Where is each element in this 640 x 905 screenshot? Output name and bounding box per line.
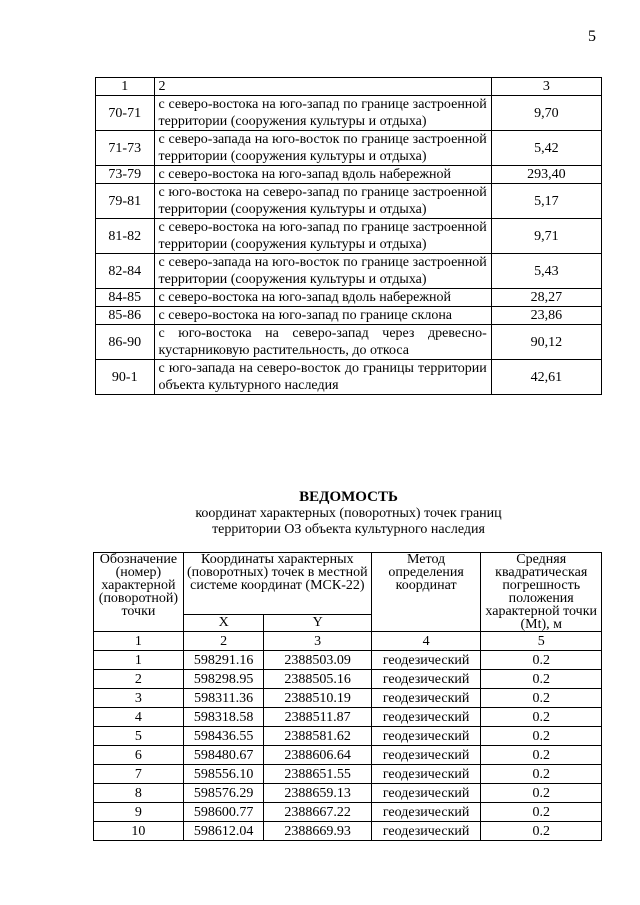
point-number-cell: 3	[94, 689, 184, 708]
description-cell: с юго-востока на северо-запад через древесно-кустарниковую растительность, до откоса	[154, 325, 491, 360]
y-coordinate-cell: 2388581.62	[264, 727, 371, 746]
description-cell: с северо-востока на юго-запад вдоль набережной	[154, 289, 491, 307]
method-cell: геодезический	[371, 689, 481, 708]
length-cell: 42,61	[491, 360, 601, 395]
col-error-header: Средняя квадратическая погрешность положения характерной точки (Mt), м	[481, 553, 602, 632]
statement-heading	[95, 489, 602, 538]
description-cell: с юго-востока на северо-запад по границе застроенной территории (сооружения культуры и отдыха)	[154, 184, 491, 219]
x-coordinate-cell: 598556.10	[183, 765, 264, 784]
segment-cell: 82-84	[96, 254, 155, 289]
col-method-header: Метод определения координат	[371, 553, 481, 632]
page-number: 5	[588, 28, 596, 45]
method-cell: геодезический	[371, 727, 481, 746]
x-coordinate-cell: 598576.29	[183, 784, 264, 803]
col-y-header: Y	[264, 615, 371, 632]
header-cell: 1	[96, 78, 155, 96]
x-coordinate-cell: 598298.95	[183, 670, 264, 689]
method-cell: геодезический	[371, 746, 481, 765]
segment-cell: 90-1	[96, 360, 155, 395]
table-row	[94, 651, 602, 670]
error-cell: 0.2	[481, 651, 602, 670]
header-cell: 2	[154, 78, 491, 96]
method-cell: геодезический	[371, 708, 481, 727]
point-number-cell: 10	[94, 822, 184, 841]
table-row	[96, 184, 602, 219]
column-numbering-row	[94, 632, 602, 651]
y-coordinate-cell: 2388510.19	[264, 689, 371, 708]
description-cell: с северо-востока на юго-запад по границе склона	[154, 307, 491, 325]
error-cell: 0.2	[481, 765, 602, 784]
length-cell: 9,71	[491, 219, 601, 254]
point-number-cell: 8	[94, 784, 184, 803]
method-cell: геодезический	[371, 803, 481, 822]
y-coordinate-cell: 2388667.22	[264, 803, 371, 822]
table-row	[96, 219, 602, 254]
segment-cell: 79-81	[96, 184, 155, 219]
description-cell: с юго-запада на северо-восток до границы территории объекта культурного наследия	[154, 360, 491, 395]
method-cell: геодезический	[371, 651, 481, 670]
y-coordinate-cell: 2388505.16	[264, 670, 371, 689]
point-number-cell: 2	[94, 670, 184, 689]
y-coordinate-cell: 2388669.93	[264, 822, 371, 841]
x-coordinate-cell: 598480.67	[183, 746, 264, 765]
point-number-cell: 1	[94, 651, 184, 670]
length-cell: 5,17	[491, 184, 601, 219]
numbering-cell: 5	[481, 632, 602, 651]
table-row	[96, 307, 602, 325]
method-cell: геодезический	[371, 822, 481, 841]
length-cell: 5,43	[491, 254, 601, 289]
point-number-cell: 4	[94, 708, 184, 727]
table-header-row	[96, 78, 602, 96]
table-row	[96, 96, 602, 131]
table-row	[94, 689, 602, 708]
length-cell: 5,42	[491, 131, 601, 166]
y-coordinate-cell: 2388651.55	[264, 765, 371, 784]
error-cell: 0.2	[481, 689, 602, 708]
error-cell: 0.2	[481, 670, 602, 689]
table-row	[96, 289, 602, 307]
table-row	[96, 131, 602, 166]
numbering-cell: 1	[94, 632, 184, 651]
numbering-cell: 2	[183, 632, 264, 651]
method-cell: геодезический	[371, 670, 481, 689]
segment-cell: 85-86	[96, 307, 155, 325]
error-cell: 0.2	[481, 803, 602, 822]
error-cell: 0.2	[481, 708, 602, 727]
description-cell: с северо-востока на юго-запад вдоль набережной	[154, 166, 491, 184]
segment-cell: 86-90	[96, 325, 155, 360]
table-row	[94, 803, 602, 822]
table-row	[94, 784, 602, 803]
table-row	[96, 166, 602, 184]
error-cell: 0.2	[481, 822, 602, 841]
col-coordinates-header: Координаты характерных (поворотных) точек в местной системе координат (МСК-22)	[183, 553, 371, 615]
length-cell: 293,40	[491, 166, 601, 184]
y-coordinate-cell: 2388606.64	[264, 746, 371, 765]
numbering-cell: 3	[264, 632, 371, 651]
y-coordinate-cell: 2388503.09	[264, 651, 371, 670]
description-cell: с северо-запада на юго-восток по границе застроенной территории (сооружения культуры и отдыха)	[154, 131, 491, 166]
statement-subtitle-line2: территории ОЗ объекта культурного наследия	[212, 522, 485, 537]
x-coordinate-cell: 598318.58	[183, 708, 264, 727]
description-cell: с северо-запада на юго-восток по границе застроенной территории (сооружения культуры и отдыха)	[154, 254, 491, 289]
y-coordinate-cell: 2388659.13	[264, 784, 371, 803]
point-number-cell: 9	[94, 803, 184, 822]
table-row	[94, 822, 602, 841]
x-coordinate-cell: 598291.16	[183, 651, 264, 670]
segment-cell: 70-71	[96, 96, 155, 131]
error-cell: 0.2	[481, 727, 602, 746]
header-cell: 3	[491, 78, 601, 96]
coordinates-table	[93, 552, 602, 841]
table-row	[94, 765, 602, 784]
method-cell: геодезический	[371, 784, 481, 803]
x-coordinate-cell: 598612.04	[183, 822, 264, 841]
statement-subtitle-line1: координат характерных (поворотных) точек границ	[195, 506, 502, 521]
length-cell: 28,27	[491, 289, 601, 307]
error-cell: 0.2	[481, 746, 602, 765]
x-coordinate-cell: 598311.36	[183, 689, 264, 708]
table-row	[94, 727, 602, 746]
x-coordinate-cell: 598436.55	[183, 727, 264, 746]
description-cell: с северо-востока на юго-запад по границе застроенной территории (сооружения культуры и отдыха)	[154, 219, 491, 254]
point-number-cell: 7	[94, 765, 184, 784]
length-cell: 9,70	[491, 96, 601, 131]
description-cell: с северо-востока на юго-запад по границе застроенной территории (сооружения культуры и отдыха)	[154, 96, 491, 131]
segment-cell: 71-73	[96, 131, 155, 166]
col-x-header: X	[183, 615, 264, 632]
segment-cell: 73-79	[96, 166, 155, 184]
segment-cell: 81-82	[96, 219, 155, 254]
table-row	[94, 670, 602, 689]
table-row	[94, 708, 602, 727]
col-point-number-header: Обозначение (номер) характерной (поворотной) точки	[94, 553, 184, 632]
point-number-cell: 5	[94, 727, 184, 746]
y-coordinate-cell: 2388511.87	[264, 708, 371, 727]
method-cell: геодезический	[371, 765, 481, 784]
numbering-cell: 4	[371, 632, 481, 651]
table-header-row	[94, 553, 602, 615]
x-coordinate-cell: 598600.77	[183, 803, 264, 822]
table-row	[96, 254, 602, 289]
boundary-segments-table	[95, 77, 602, 395]
length-cell: 90,12	[491, 325, 601, 360]
table-row	[96, 360, 602, 395]
statement-title: ВЕДОМОСТЬ	[299, 489, 398, 505]
error-cell: 0.2	[481, 784, 602, 803]
point-number-cell: 6	[94, 746, 184, 765]
segment-cell: 84-85	[96, 289, 155, 307]
table-row	[94, 746, 602, 765]
length-cell: 23,86	[491, 307, 601, 325]
table-row	[96, 325, 602, 360]
